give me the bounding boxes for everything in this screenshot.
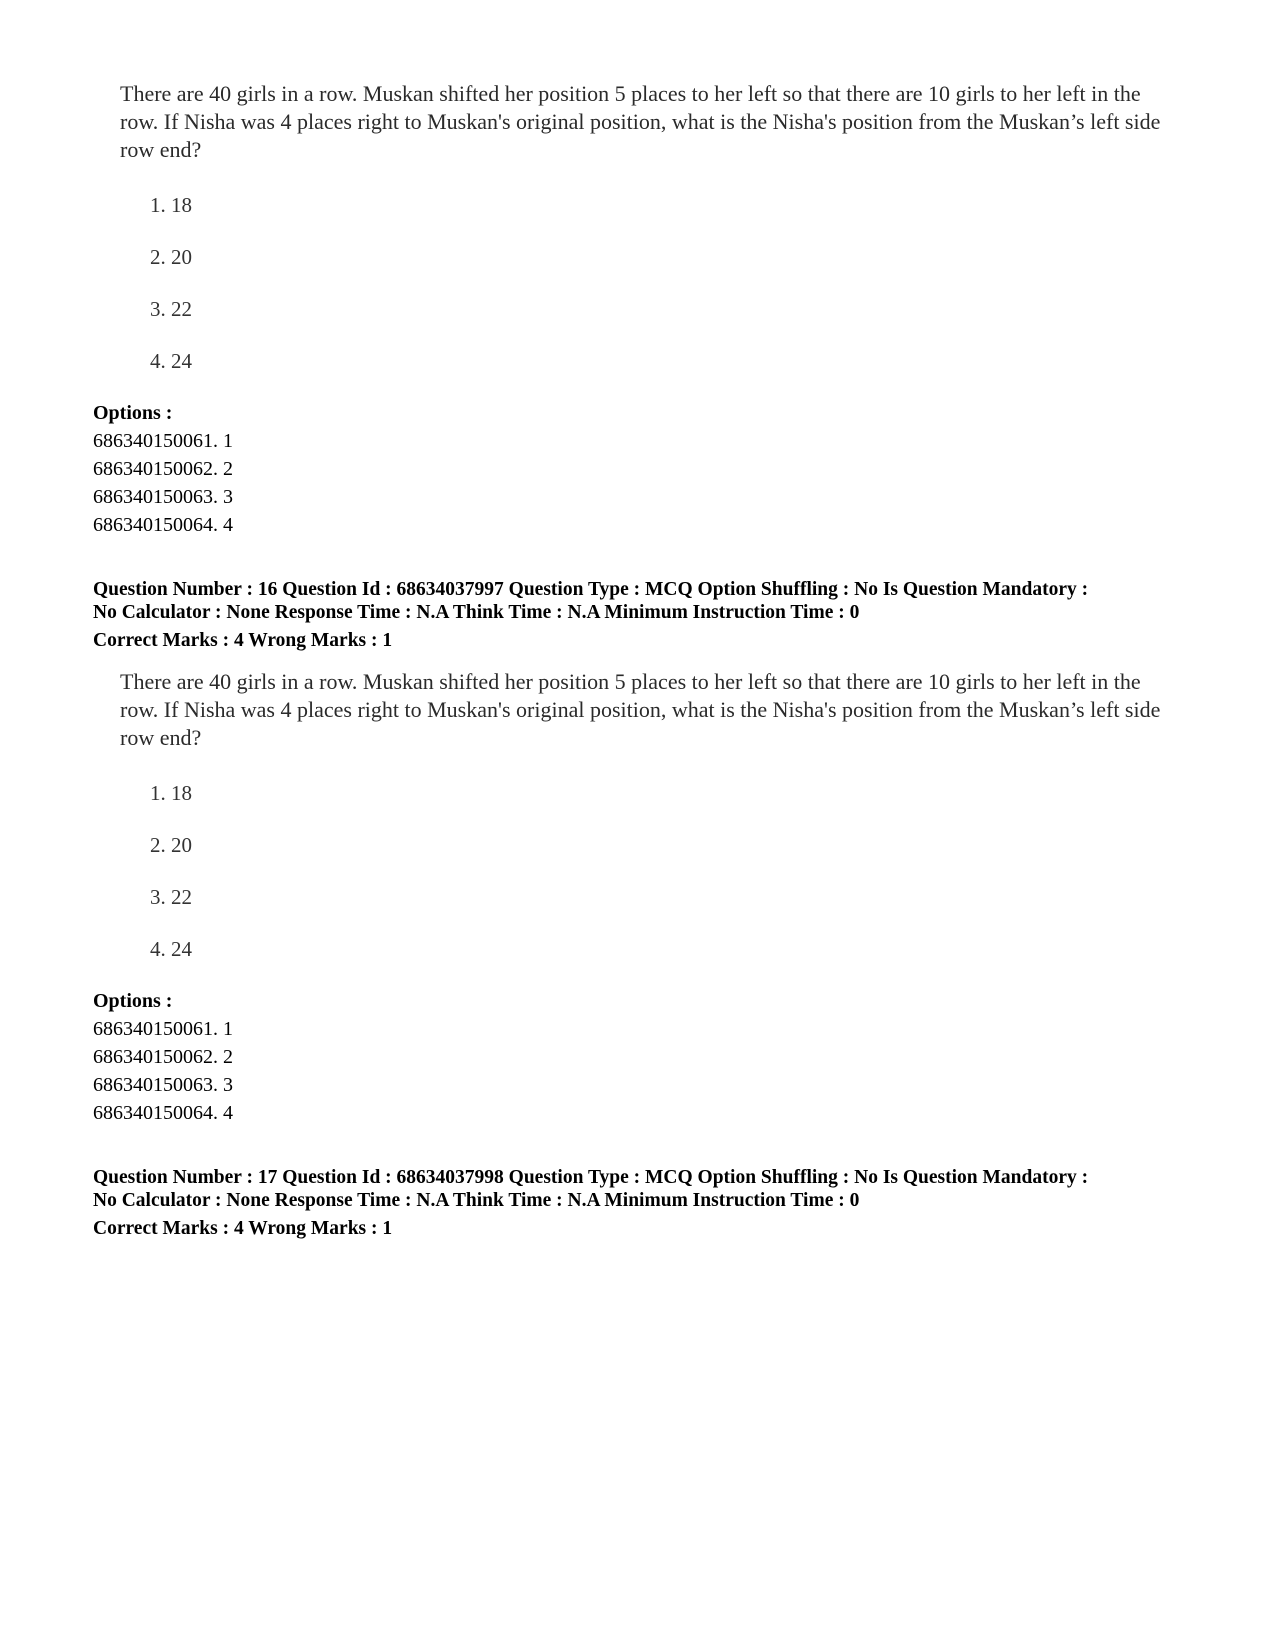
options-heading: Options : <box>93 402 173 424</box>
question-meta-line: Question Number : 17 Question Id : 68634037998 Question Type : MCQ Option Shuffling : No Is Question Mandatory : <box>93 1167 1089 1188</box>
question-text: There are 40 girls in a row. Muskan shifted her position 5 places to her left so that there are 10 girls to her left in the row. If Nisha was 4 places right to Muskan's original position, what is the Nisha's position from the Muskan’s left side row end? <box>120 81 1161 162</box>
option-line: 686340150061. 1 <box>93 1018 233 1040</box>
question-choice: 1. 18 <box>150 781 192 805</box>
option-line: 686340150061. 1 <box>93 430 233 452</box>
question-choice: 3. 22 <box>150 297 192 321</box>
question-choice: 4. 24 <box>150 937 192 961</box>
question-choice: 1. 18 <box>150 193 192 217</box>
option-line: 686340150064. 4 <box>93 514 233 536</box>
question-marks-line: Correct Marks : 4 Wrong Marks : 1 <box>93 630 393 651</box>
option-line: 686340150062. 2 <box>93 458 233 480</box>
option-line: 686340150064. 4 <box>93 1102 233 1124</box>
question-choice: 4. 24 <box>150 349 192 373</box>
question-choice: 2. 20 <box>150 245 192 269</box>
question-meta-line: No Calculator : None Response Time : N.A Think Time : N.A Minimum Instruction Time : 0 <box>93 1190 860 1211</box>
question-meta-line: Question Number : 16 Question Id : 68634037997 Question Type : MCQ Option Shuffling : No Is Question Mandatory : <box>93 579 1089 600</box>
question-text: There are 40 girls in a row. Muskan shifted her position 5 places to her left so that there are 10 girls to her left in the row. If Nisha was 4 places right to Muskan's original position, what is the Nisha's position from the Muskan’s left side row end? <box>120 669 1161 750</box>
option-line: 686340150063. 3 <box>93 486 233 508</box>
question-choice: 2. 20 <box>150 833 192 857</box>
question-meta-line: No Calculator : None Response Time : N.A Think Time : N.A Minimum Instruction Time : 0 <box>93 602 860 623</box>
option-line: 686340150062. 2 <box>93 1046 233 1068</box>
question-marks-line: Correct Marks : 4 Wrong Marks : 1 <box>93 1218 393 1239</box>
question-choice: 3. 22 <box>150 885 192 909</box>
option-line: 686340150063. 3 <box>93 1074 233 1096</box>
options-heading: Options : <box>93 990 173 1012</box>
